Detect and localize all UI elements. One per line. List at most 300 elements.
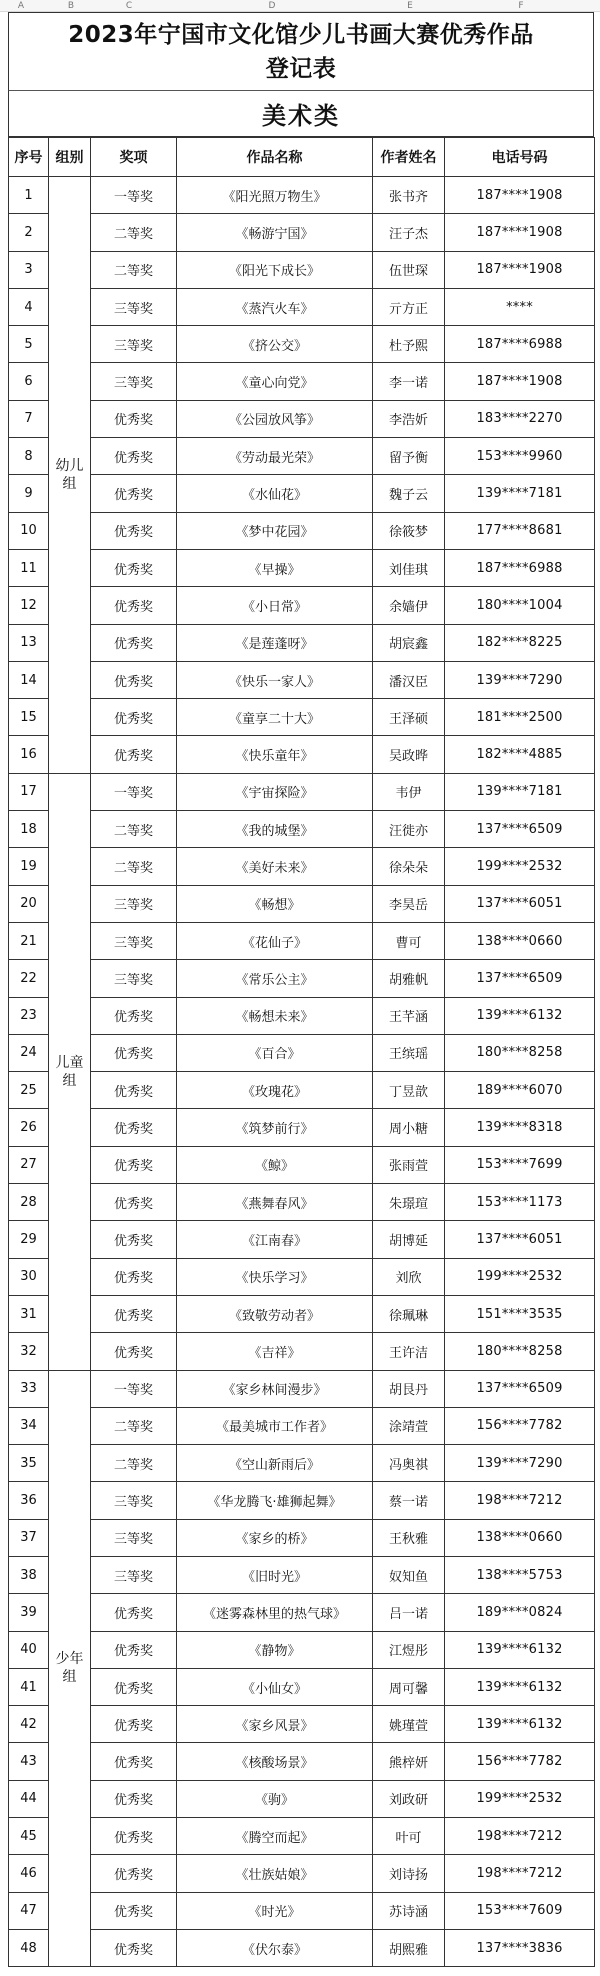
cell-award[interactable]: 优秀奖: [91, 1780, 177, 1817]
cell-award[interactable]: 二等奖: [91, 1445, 177, 1482]
header-author[interactable]: 作者姓名: [373, 138, 445, 177]
cell-award[interactable]: 二等奖: [91, 848, 177, 885]
cell-author[interactable]: 奴知鱼: [373, 1556, 445, 1593]
cell-phone[interactable]: 199****2532: [445, 1780, 595, 1817]
cell-award[interactable]: 优秀奖: [91, 1146, 177, 1183]
cell-author[interactable]: 周小糖: [373, 1109, 445, 1146]
category-label: 美术类: [262, 102, 340, 130]
cell-author[interactable]: 胡雅帆: [373, 960, 445, 997]
cell-author[interactable]: 丁昱歆: [373, 1072, 445, 1109]
sheet-title-cell[interactable]: [8, 12, 594, 90]
cell-phone[interactable]: 151****3535: [445, 1295, 595, 1332]
cell-work-title[interactable]: 《时光》: [177, 1892, 373, 1929]
cell-phone[interactable]: 189****0824: [445, 1594, 595, 1631]
cell-author[interactable]: 王缤瑶: [373, 1034, 445, 1071]
cell-phone[interactable]: 137****6509: [445, 811, 595, 848]
table-row: [9, 1333, 595, 1370]
cell-work-title[interactable]: 《江南春》: [177, 1221, 373, 1258]
cell-award[interactable]: 优秀奖: [91, 997, 177, 1034]
cell-phone[interactable]: 139****7181: [445, 773, 595, 810]
column-letter-d[interactable]: D: [268, 1, 276, 11]
cell-award[interactable]: 优秀奖: [91, 1594, 177, 1631]
cell-author[interactable]: 吴政晔: [373, 736, 445, 773]
cell-no[interactable]: 24: [9, 1034, 49, 1071]
cell-award[interactable]: 三等奖: [91, 922, 177, 959]
cell-work-title[interactable]: 《快乐童年》: [177, 736, 373, 773]
cell-work-title[interactable]: 《童心向党》: [177, 363, 373, 400]
cell-phone[interactable]: 138****0660: [445, 1519, 595, 1556]
cell-work-title[interactable]: 《美好未来》: [177, 848, 373, 885]
cell-author[interactable]: 韦伊: [373, 773, 445, 810]
cell-award[interactable]: 一等奖: [91, 177, 177, 214]
cell-award[interactable]: 优秀奖: [91, 699, 177, 736]
cell-phone[interactable]: 183****2270: [445, 400, 595, 437]
cell-author[interactable]: 伍世琛: [373, 251, 445, 288]
cell-no[interactable]: 3: [9, 251, 49, 288]
sheet-title-line-2: 登记表: [265, 55, 337, 82]
cell-award[interactable]: 优秀奖: [91, 400, 177, 437]
cell-work-title[interactable]: 《空山新雨后》: [177, 1445, 373, 1482]
cell-no[interactable]: 46: [9, 1855, 49, 1892]
cell-author[interactable]: 吕一诺: [373, 1594, 445, 1631]
table-row: [9, 848, 595, 885]
cell-award[interactable]: 一等奖: [91, 1370, 177, 1407]
cell-award[interactable]: 优秀奖: [91, 1929, 177, 1966]
cell-award[interactable]: 三等奖: [91, 1482, 177, 1519]
cell-award[interactable]: 三等奖: [91, 1556, 177, 1593]
cell-work-title[interactable]: 《吉祥》: [177, 1333, 373, 1370]
cell-author[interactable]: 胡博延: [373, 1221, 445, 1258]
header-group[interactable]: 组别: [49, 138, 91, 177]
cell-award[interactable]: 二等奖: [91, 214, 177, 251]
column-letter-strip: [0, 0, 600, 12]
cell-author[interactable]: 王泽硕: [373, 699, 445, 736]
table-row: [9, 997, 595, 1034]
cell-work-title[interactable]: 《宇宙探险》: [177, 773, 373, 810]
cell-work-title[interactable]: 《童享二十大》: [177, 699, 373, 736]
cell-phone[interactable]: 187****1908: [445, 251, 595, 288]
cell-author[interactable]: 涂靖萱: [373, 1407, 445, 1444]
table-row: [9, 1706, 595, 1743]
cell-no[interactable]: 45: [9, 1818, 49, 1855]
cell-no[interactable]: 34: [9, 1407, 49, 1444]
cell-author[interactable]: 刘诗扬: [373, 1855, 445, 1892]
cell-no[interactable]: 25: [9, 1072, 49, 1109]
cell-phone[interactable]: 181****2500: [445, 699, 595, 736]
cell-author[interactable]: 王许洁: [373, 1333, 445, 1370]
cell-author[interactable]: 徐筱梦: [373, 512, 445, 549]
cell-award[interactable]: 优秀奖: [91, 1072, 177, 1109]
cell-phone[interactable]: 138****0660: [445, 922, 595, 959]
cell-author[interactable]: 冯奥祺: [373, 1445, 445, 1482]
cell-author[interactable]: 亓方正: [373, 288, 445, 325]
cell-author[interactable]: 刘欣: [373, 1258, 445, 1295]
cell-award[interactable]: 三等奖: [91, 326, 177, 363]
cell-no[interactable]: 22: [9, 960, 49, 997]
sheet-title-line-1: 2023年宁国市文化馆少儿书画大赛优秀作品: [68, 21, 534, 48]
cell-no[interactable]: 43: [9, 1743, 49, 1780]
cell-work-title[interactable]: 《小仙女》: [177, 1668, 373, 1705]
cell-work-title[interactable]: 《静物》: [177, 1631, 373, 1668]
cell-author[interactable]: 胡熙雅: [373, 1929, 445, 1966]
table-row: [9, 587, 595, 624]
cell-no[interactable]: 29: [9, 1221, 49, 1258]
cell-phone[interactable]: 139****6132: [445, 997, 595, 1034]
cell-author[interactable]: 李浩妡: [373, 400, 445, 437]
cell-no[interactable]: 11: [9, 549, 49, 586]
table-row: [9, 251, 595, 288]
group-label-line-2: 组: [62, 1669, 77, 1686]
cell-award[interactable]: 优秀奖: [91, 1706, 177, 1743]
cell-no[interactable]: 42: [9, 1706, 49, 1743]
cell-author[interactable]: 徐珮琳: [373, 1295, 445, 1332]
table-row: [9, 288, 595, 325]
cell-award[interactable]: 优秀奖: [91, 438, 177, 475]
cell-author[interactable]: 汪徙亦: [373, 811, 445, 848]
cell-award[interactable]: 优秀奖: [91, 1743, 177, 1780]
cell-phone[interactable]: 198****7212: [445, 1818, 595, 1855]
cell-no[interactable]: 41: [9, 1668, 49, 1705]
table-row: [9, 1818, 595, 1855]
cell-award[interactable]: 优秀奖: [91, 587, 177, 624]
cell-work-title[interactable]: 《快乐学习》: [177, 1258, 373, 1295]
cell-work-title[interactable]: 《是莲蓬呀》: [177, 624, 373, 661]
table-row: [9, 326, 595, 363]
cell-no[interactable]: 4: [9, 288, 49, 325]
cell-work-title[interactable]: 《快乐一家人》: [177, 661, 373, 698]
column-letter-f[interactable]: F: [518, 1, 524, 11]
cell-author[interactable]: 胡宸鑫: [373, 624, 445, 661]
cell-phone[interactable]: 138****5753: [445, 1556, 595, 1593]
group-label-line-2: 组: [62, 475, 77, 492]
table-row: [9, 1445, 595, 1482]
cell-group[interactable]: [49, 1370, 91, 1967]
table-row: [9, 1109, 595, 1146]
cell-phone[interactable]: 137****6051: [445, 885, 595, 922]
cell-phone[interactable]: ****: [445, 288, 595, 325]
cell-no[interactable]: 28: [9, 1184, 49, 1221]
cell-work-title[interactable]: 《迷雾森林里的热气球》: [177, 1594, 373, 1631]
table-row: [9, 960, 595, 997]
cell-phone[interactable]: 137****3836: [445, 1929, 595, 1966]
cell-no[interactable]: 1: [9, 177, 49, 214]
cell-no[interactable]: 36: [9, 1482, 49, 1519]
cell-author[interactable]: 刘政研: [373, 1780, 445, 1817]
cell-group[interactable]: [49, 773, 91, 1370]
cell-author[interactable]: 熊梓妍: [373, 1743, 445, 1780]
cell-phone[interactable]: 139****6132: [445, 1631, 595, 1668]
cell-author[interactable]: 张雨萱: [373, 1146, 445, 1183]
cell-work-title[interactable]: 《筑梦前行》: [177, 1109, 373, 1146]
cell-no[interactable]: 12: [9, 587, 49, 624]
cell-group[interactable]: [49, 177, 91, 774]
column-letter-e[interactable]: E: [407, 1, 413, 11]
cell-no[interactable]: 18: [9, 811, 49, 848]
cell-award[interactable]: 三等奖: [91, 363, 177, 400]
cell-no[interactable]: 6: [9, 363, 49, 400]
cell-work-title[interactable]: 《畅想》: [177, 885, 373, 922]
cell-no[interactable]: 33: [9, 1370, 49, 1407]
cell-no[interactable]: 47: [9, 1892, 49, 1929]
table-row: [9, 475, 595, 512]
cell-award[interactable]: 优秀奖: [91, 736, 177, 773]
cell-author[interactable]: 江煜彤: [373, 1631, 445, 1668]
table-row: [9, 1370, 595, 1407]
table-row: [9, 512, 595, 549]
cell-work-title[interactable]: 《壮族姑娘》: [177, 1855, 373, 1892]
cell-no[interactable]: 19: [9, 848, 49, 885]
cell-work-title[interactable]: 《畅想未来》: [177, 997, 373, 1034]
cell-no[interactable]: 8: [9, 438, 49, 475]
cell-work-title[interactable]: 《畅游宁国》: [177, 214, 373, 251]
cell-award[interactable]: 三等奖: [91, 885, 177, 922]
cell-phone[interactable]: 199****2532: [445, 1258, 595, 1295]
cell-work-title[interactable]: 《玫瑰花》: [177, 1072, 373, 1109]
cell-no[interactable]: 27: [9, 1146, 49, 1183]
cell-no[interactable]: 30: [9, 1258, 49, 1295]
cell-work-title[interactable]: 《华龙腾飞·雄狮起舞》: [177, 1482, 373, 1519]
header-row: [9, 138, 595, 177]
cell-work-title[interactable]: 《致敬劳动者》: [177, 1295, 373, 1332]
cell-phone[interactable]: 187****1908: [445, 363, 595, 400]
table-row: [9, 922, 595, 959]
cell-award[interactable]: 三等奖: [91, 960, 177, 997]
cell-phone[interactable]: 198****7212: [445, 1855, 595, 1892]
cell-no[interactable]: 40: [9, 1631, 49, 1668]
table-row: [9, 1855, 595, 1892]
award-table: [8, 137, 595, 1967]
header-no[interactable]: 序号: [9, 138, 49, 177]
cell-no[interactable]: 21: [9, 922, 49, 959]
cell-award[interactable]: 优秀奖: [91, 661, 177, 698]
cell-award[interactable]: 优秀奖: [91, 1295, 177, 1332]
cell-no[interactable]: 38: [9, 1556, 49, 1593]
cell-author[interactable]: 汪子杰: [373, 214, 445, 251]
cell-no[interactable]: 5: [9, 326, 49, 363]
group-label-line-1: 幼儿: [55, 457, 84, 474]
table-row: [9, 811, 595, 848]
cell-award[interactable]: 优秀奖: [91, 1668, 177, 1705]
cell-no[interactable]: 17: [9, 773, 49, 810]
cell-work-title[interactable]: 《伏尔泰》: [177, 1929, 373, 1966]
cell-no[interactable]: 2: [9, 214, 49, 251]
cell-phone[interactable]: 180****1004: [445, 587, 595, 624]
column-letter-a[interactable]: A: [17, 1, 25, 11]
cell-author[interactable]: 杜予熙: [373, 326, 445, 363]
cell-phone[interactable]: 198****7212: [445, 1482, 595, 1519]
cell-work-title[interactable]: 《最美城市工作者》: [177, 1407, 373, 1444]
header-work[interactable]: 作品名称: [177, 138, 373, 177]
cell-no[interactable]: 35: [9, 1445, 49, 1482]
cell-no[interactable]: 26: [9, 1109, 49, 1146]
cell-award[interactable]: 二等奖: [91, 251, 177, 288]
cell-phone[interactable]: 139****6132: [445, 1668, 595, 1705]
cell-work-title[interactable]: 《驹》: [177, 1780, 373, 1817]
cell-phone[interactable]: 156****7782: [445, 1743, 595, 1780]
cell-phone[interactable]: 187****1908: [445, 177, 595, 214]
cell-award[interactable]: 三等奖: [91, 288, 177, 325]
cell-work-title[interactable]: 《腾空而起》: [177, 1818, 373, 1855]
cell-phone[interactable]: 182****4885: [445, 736, 595, 773]
cell-award[interactable]: 优秀奖: [91, 624, 177, 661]
cell-no[interactable]: 39: [9, 1594, 49, 1631]
cell-phone[interactable]: 153****9960: [445, 438, 595, 475]
cell-work-title[interactable]: 《百合》: [177, 1034, 373, 1071]
cell-no[interactable]: 7: [9, 400, 49, 437]
cell-work-title[interactable]: 《劳动最光荣》: [177, 438, 373, 475]
cell-work-title[interactable]: 《我的城堡》: [177, 811, 373, 848]
table-row: [9, 1034, 595, 1071]
cell-award[interactable]: 优秀奖: [91, 512, 177, 549]
cell-work-title[interactable]: 《核酸场景》: [177, 1743, 373, 1780]
cell-phone[interactable]: 153****7699: [445, 1146, 595, 1183]
cell-work-title[interactable]: 《早操》: [177, 549, 373, 586]
cell-award[interactable]: 一等奖: [91, 773, 177, 810]
cell-phone[interactable]: 182****8225: [445, 624, 595, 661]
cell-author[interactable]: 留予衡: [373, 438, 445, 475]
cell-phone[interactable]: 137****6509: [445, 1370, 595, 1407]
table-row: [9, 1519, 595, 1556]
cell-phone[interactable]: 187****1908: [445, 214, 595, 251]
cell-phone[interactable]: 153****1173: [445, 1184, 595, 1221]
cell-no[interactable]: 44: [9, 1780, 49, 1817]
table-row: [9, 885, 595, 922]
cell-phone[interactable]: 137****6509: [445, 960, 595, 997]
cell-award[interactable]: 优秀奖: [91, 1034, 177, 1071]
cell-award[interactable]: 优秀奖: [91, 1221, 177, 1258]
cell-work-title[interactable]: 《阳光下成长》: [177, 251, 373, 288]
cell-work-title[interactable]: 《蒸汽火车》: [177, 288, 373, 325]
cell-award[interactable]: 优秀奖: [91, 1184, 177, 1221]
cell-author[interactable]: 魏子云: [373, 475, 445, 512]
cell-no[interactable]: 37: [9, 1519, 49, 1556]
table-row: [9, 1780, 595, 1817]
cell-work-title[interactable]: 《梦中花园》: [177, 512, 373, 549]
cell-phone[interactable]: 139****8318: [445, 1109, 595, 1146]
table-row: [9, 624, 595, 661]
cell-award[interactable]: 优秀奖: [91, 1109, 177, 1146]
cell-author[interactable]: 潘汉臣: [373, 661, 445, 698]
table-row: [9, 438, 595, 475]
header-award[interactable]: 奖项: [91, 138, 177, 177]
cell-no[interactable]: 31: [9, 1295, 49, 1332]
cell-phone[interactable]: 177****8681: [445, 512, 595, 549]
cell-author[interactable]: 曹可: [373, 922, 445, 959]
table-body: [9, 177, 595, 1967]
cell-author[interactable]: 姚瑾萱: [373, 1706, 445, 1743]
table-row: [9, 736, 595, 773]
cell-author[interactable]: 叶可: [373, 1818, 445, 1855]
cell-author[interactable]: 蔡一诺: [373, 1482, 445, 1519]
cell-phone[interactable]: 187****6988: [445, 549, 595, 586]
table-row: [9, 1482, 595, 1519]
cell-award[interactable]: 优秀奖: [91, 1258, 177, 1295]
cell-author[interactable]: 余嫱伊: [373, 587, 445, 624]
cell-award[interactable]: 优秀奖: [91, 1892, 177, 1929]
cell-award[interactable]: 三等奖: [91, 1519, 177, 1556]
cell-author[interactable]: 胡艮丹: [373, 1370, 445, 1407]
cell-work-title[interactable]: 《公园放风筝》: [177, 400, 373, 437]
table-row: [9, 1184, 595, 1221]
cell-phone[interactable]: 199****2532: [445, 848, 595, 885]
cell-work-title[interactable]: 《花仙子》: [177, 922, 373, 959]
cell-author[interactable]: 苏诗涵: [373, 1892, 445, 1929]
cell-no[interactable]: 15: [9, 699, 49, 736]
cell-phone[interactable]: 153****7609: [445, 1892, 595, 1929]
cell-phone[interactable]: 139****7290: [445, 1445, 595, 1482]
cell-work-title[interactable]: 《常乐公主》: [177, 960, 373, 997]
cell-award[interactable]: 二等奖: [91, 811, 177, 848]
cell-award[interactable]: 优秀奖: [91, 1855, 177, 1892]
cell-work-title[interactable]: 《家乡林间漫步》: [177, 1370, 373, 1407]
cell-award[interactable]: 优秀奖: [91, 1818, 177, 1855]
table-row: [9, 549, 595, 586]
category-cell[interactable]: [8, 90, 594, 137]
cell-author[interactable]: 王芊涵: [373, 997, 445, 1034]
cell-no[interactable]: 10: [9, 512, 49, 549]
cell-author[interactable]: 徐朵朵: [373, 848, 445, 885]
cell-no[interactable]: 23: [9, 997, 49, 1034]
table-row: [9, 177, 595, 214]
cell-no[interactable]: 16: [9, 736, 49, 773]
cell-no[interactable]: 13: [9, 624, 49, 661]
group-label-line-2: 组: [62, 1072, 77, 1089]
cell-phone[interactable]: 180****8258: [445, 1034, 595, 1071]
cell-work-title[interactable]: 《家乡风景》: [177, 1706, 373, 1743]
cell-phone[interactable]: 139****7181: [445, 475, 595, 512]
cell-author[interactable]: 刘佳琪: [373, 549, 445, 586]
cell-work-title[interactable]: 《小日常》: [177, 587, 373, 624]
cell-work-title[interactable]: 《旧时光》: [177, 1556, 373, 1593]
cell-no[interactable]: 14: [9, 661, 49, 698]
cell-author[interactable]: 李一诺: [373, 363, 445, 400]
cell-no[interactable]: 20: [9, 885, 49, 922]
cell-award[interactable]: 优秀奖: [91, 1333, 177, 1370]
cell-no[interactable]: 32: [9, 1333, 49, 1370]
cell-work-title[interactable]: 《家乡的桥》: [177, 1519, 373, 1556]
cell-author[interactable]: 王秋雅: [373, 1519, 445, 1556]
column-letter-c[interactable]: C: [125, 1, 133, 11]
cell-work-title[interactable]: 《燕舞春风》: [177, 1184, 373, 1221]
cell-phone[interactable]: 187****6988: [445, 326, 595, 363]
cell-phone[interactable]: 180****8258: [445, 1333, 595, 1370]
header-phone[interactable]: 电话号码: [445, 138, 595, 177]
cell-work-title[interactable]: 《水仙花》: [177, 475, 373, 512]
cell-author[interactable]: 周可馨: [373, 1668, 445, 1705]
cell-phone[interactable]: 189****6070: [445, 1072, 595, 1109]
cell-award[interactable]: 二等奖: [91, 1407, 177, 1444]
cell-author[interactable]: 朱璟瑄: [373, 1184, 445, 1221]
cell-work-title[interactable]: 《阳光照万物生》: [177, 177, 373, 214]
cell-no[interactable]: 48: [9, 1929, 49, 1966]
cell-author[interactable]: 李昊岳: [373, 885, 445, 922]
cell-phone[interactable]: 156****7782: [445, 1407, 595, 1444]
table-row: [9, 1072, 595, 1109]
cell-award[interactable]: 优秀奖: [91, 549, 177, 586]
cell-phone[interactable]: 139****7290: [445, 661, 595, 698]
cell-award[interactable]: 优秀奖: [91, 1631, 177, 1668]
table-row: [9, 1631, 595, 1668]
cell-award[interactable]: 优秀奖: [91, 475, 177, 512]
cell-phone[interactable]: 139****6132: [445, 1706, 595, 1743]
cell-author[interactable]: 张书齐: [373, 177, 445, 214]
table-row: [9, 1929, 595, 1966]
cell-phone[interactable]: 137****6051: [445, 1221, 595, 1258]
column-letter-b[interactable]: B: [67, 1, 75, 11]
cell-work-title[interactable]: 《鲸》: [177, 1146, 373, 1183]
cell-no[interactable]: 9: [9, 475, 49, 512]
cell-work-title[interactable]: 《挤公交》: [177, 326, 373, 363]
